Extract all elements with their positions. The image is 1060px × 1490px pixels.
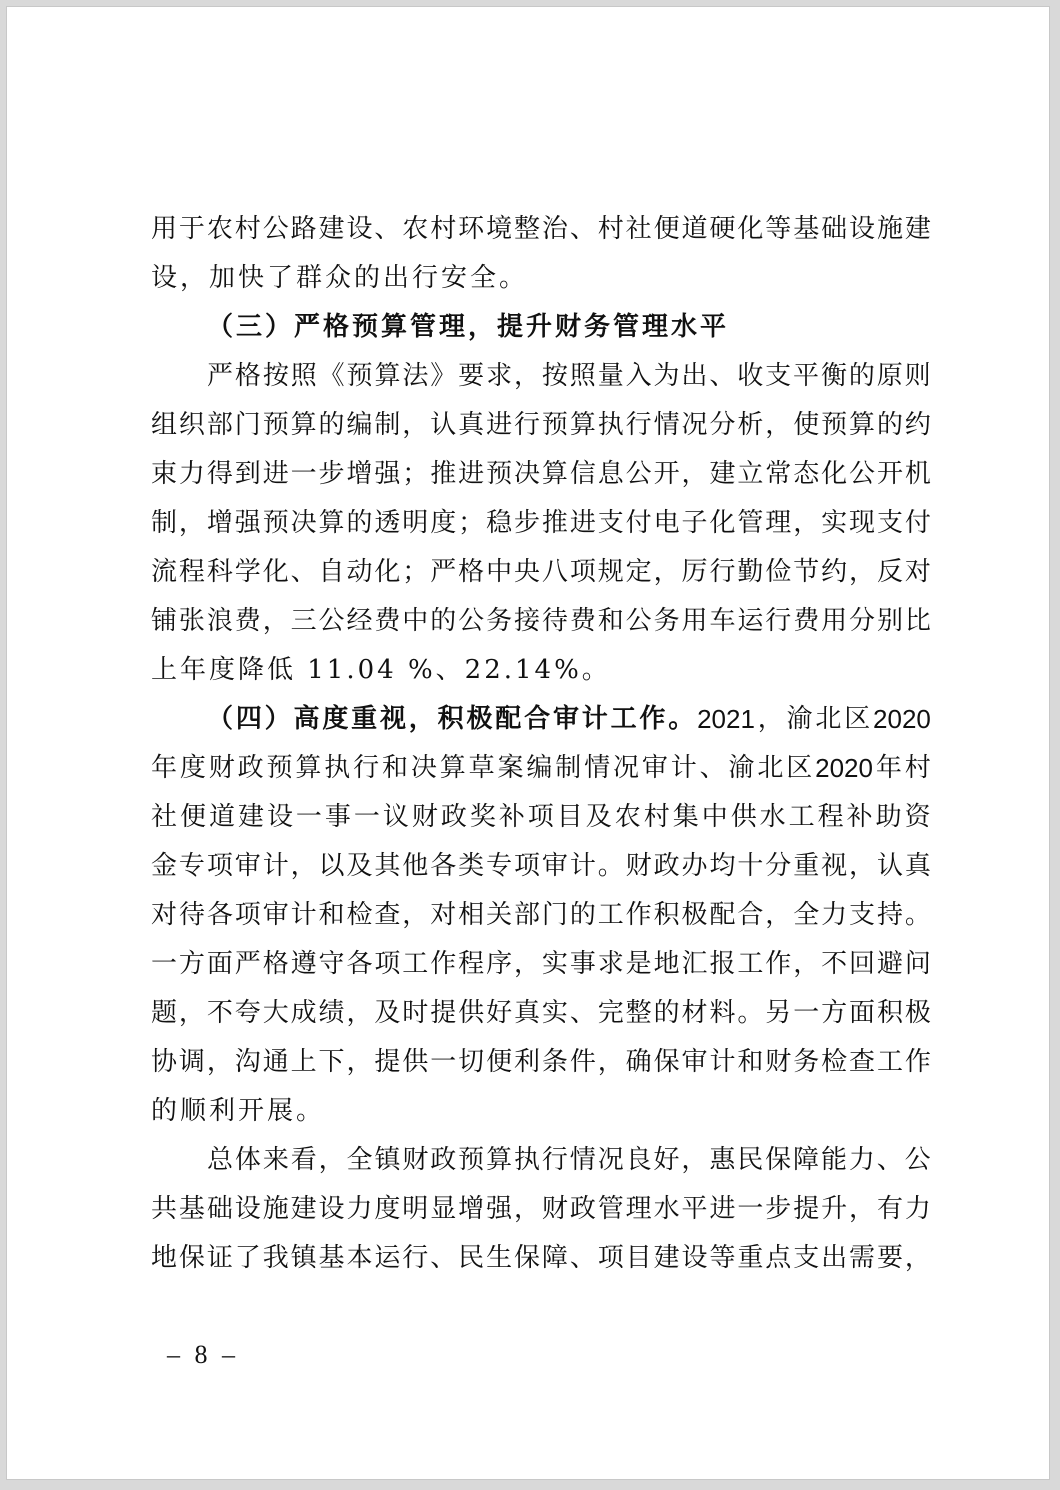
- text-line: 用 于 农 村 公 路 建 设 、 农 村 环 境 整 治 、 村 社 便 道 硬 化 等 基 础 设 施 建: [151, 214, 931, 244]
- text-line: 年 度 财 政 预 算 执 行 和 决 算 草 案 编 制 情 况 审 计 、 渝 北 区 2020 年 村: [151, 753, 931, 783]
- text-line: 制 ， 增 强 预 决 算 的 透 明 度 ； 稳 步 推 进 支 付 电 子 化 管 理 ， 实 现 支 付: [151, 508, 931, 538]
- text-line: 组 织 部 门 预 算 的 编 制 ， 认 真 进 行 预 算 执 行 情 况 分 析 ， 使 预 算 的 约: [151, 410, 931, 440]
- text-line: 共 基 础 设 施 建 设 力 度 明 显 增 强 ， 财 政 管 理 水 平 进 一 步 提 升 ， 有 力: [151, 1194, 931, 1224]
- text-line: 金 专 项 审 计 ， 以 及 其 他 各 类 专 项 审 计 。 财 政 办 均 十 分 重 视 ， 认 真: [151, 851, 931, 881]
- text-line: 流 程 科 学 化 、 自 动 化 ； 严 格 中 央 八 项 规 定 ， 厉 行 勤 俭 节 约 ， 反 对: [151, 557, 931, 587]
- page-number: – 8 –: [167, 1340, 239, 1369]
- text-line: 总 体 来 看 ， 全 镇 财 政 预 算 执 行 情 况 良 好 ， 惠 民 保 障 能 力 、 公: [207, 1145, 931, 1175]
- text-line: 严 格 按 照 《 预 算 法 》 要 求 ， 按 照 量 入 为 出 、 收 支 平 衡 的 原 则: [207, 361, 931, 391]
- text-line: 设，加快了群众的出行安全。: [151, 263, 529, 293]
- text-line: 协 调 ， 沟 通 上 下 ， 提 供 一 切 便 利 条 件 ， 确 保 审 计 和 财 务 检 查 工 作: [151, 1047, 931, 1077]
- text-line: 地 保 证 了 我 镇 基 本 运 行 、 民 生 保 障 、 项 目 建 设 等 重 点 支 出 需 要 ，: [151, 1243, 931, 1273]
- text-line: 束 力 得 到 进 一 步 增 强 ； 推 进 预 决 算 信 息 公 开 ， 建 立 常 态 化 公 开 机: [151, 459, 931, 489]
- text-line: 上年度降低 11.04 %、22.14%。: [151, 655, 611, 685]
- text-line: （三）严格预算管理，提升财务管理水平: [207, 312, 730, 342]
- text-line: 铺 张 浪 费 ， 三 公 经 费 中 的 公 务 接 待 费 和 公 务 用 车 运 行 费 用 分 别 比: [151, 606, 931, 636]
- text-line: 一 方 面 严 格 遵 守 各 项 工 作 程 序 ， 实 事 求 是 地 汇 报 工 作 ， 不 回 避 问: [151, 949, 931, 979]
- text-line: 的顺利开展。: [151, 1096, 326, 1126]
- document-page: [6, 6, 1050, 1480]
- text-line: 社 便 道 建 设 一 事 一 议 财 政 奖 补 项 目 及 农 村 集 中 供 水 工 程 补 助 资: [151, 802, 931, 832]
- text-line: （ 四 ） 高 度 重 视 ， 积 极 配 合 审 计 工 作 。 2021 ， 渝 北 区 2020: [207, 704, 931, 734]
- text-line: 对 待 各 项 审 计 和 检 查 ， 对 相 关 部 门 的 工 作 积 极 配 合 ， 全 力 支 持 。: [151, 900, 931, 930]
- text-line: 题 ， 不 夸 大 成 绩 ， 及 时 提 供 好 真 实 、 完 整 的 材 料 。 另 一 方 面 积 极: [151, 998, 931, 1028]
- body-text: [151, 205, 931, 1283]
